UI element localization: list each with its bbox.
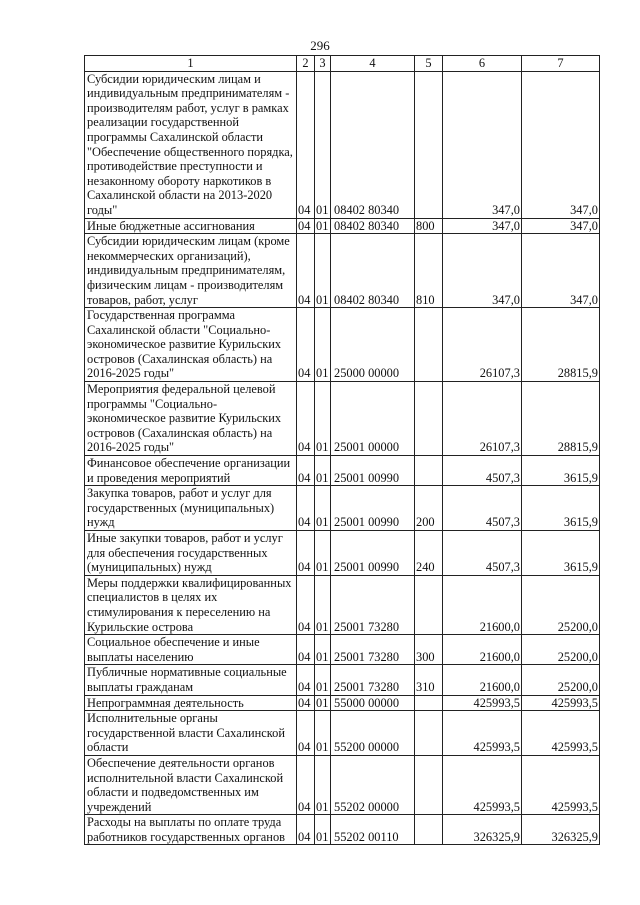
- row-description: Обеспечение деятельности органов исполнительной власти Сахалинской области и подведомственных им учреждений: [85, 755, 297, 814]
- row-amount-col6: 26107,3: [443, 382, 522, 456]
- row-section: 04: [297, 695, 315, 711]
- row-amount-col6: 21600,0: [443, 665, 522, 695]
- row-description: Расходы на выплаты по оплате труда работников государственных органов: [85, 815, 297, 845]
- table-row: [85, 665, 600, 695]
- row-description: Финансовое обеспечение организации и проведения мероприятий: [85, 456, 297, 486]
- row-expense-type: [415, 575, 443, 634]
- page-number: 296: [310, 38, 330, 53]
- row-section: 04: [297, 218, 315, 234]
- row-description: Закупка товаров, работ и услуг для государственных (муниципальных) нужд: [85, 486, 297, 531]
- row-amount-col7: 25200,0: [522, 635, 600, 665]
- row-section: 04: [297, 456, 315, 486]
- row-subsection: 01: [315, 234, 331, 308]
- row-target-code: 25001 73280: [331, 575, 415, 634]
- row-expense-type: 200: [415, 486, 443, 531]
- row-expense-type: 240: [415, 531, 443, 576]
- row-target-code: 08402 80340: [331, 218, 415, 234]
- row-expense-type: 800: [415, 218, 443, 234]
- row-description: Исполнительные органы государственной власти Сахалинской области: [85, 711, 297, 756]
- header-cell: 6: [443, 56, 522, 72]
- row-amount-col6: 4507,3: [443, 456, 522, 486]
- row-amount-col6: 425993,5: [443, 695, 522, 711]
- row-subsection: 01: [315, 575, 331, 634]
- row-target-code: 25001 00000: [331, 382, 415, 456]
- row-amount-col7: 28815,9: [522, 382, 600, 456]
- row-amount-col6: 425993,5: [443, 711, 522, 756]
- table-row: [85, 486, 600, 531]
- row-subsection: 01: [315, 486, 331, 531]
- row-amount-col7: 425993,5: [522, 695, 600, 711]
- row-amount-col6: 425993,5: [443, 755, 522, 814]
- header-row: [85, 56, 600, 72]
- row-amount-col7: 3615,9: [522, 486, 600, 531]
- row-subsection: 01: [315, 382, 331, 456]
- row-amount-col7: 25200,0: [522, 575, 600, 634]
- header-cell: 7: [522, 56, 600, 72]
- row-description: Меры поддержки квалифицированных специалистов в целях их стимулирования к переселению на Курильские острова: [85, 575, 297, 634]
- row-description: Непрограммная деятельность: [85, 695, 297, 711]
- row-section: 04: [297, 815, 315, 845]
- row-section: 04: [297, 382, 315, 456]
- row-expense-type: [415, 755, 443, 814]
- header-cell: 5: [415, 56, 443, 72]
- row-subsection: 01: [315, 218, 331, 234]
- row-amount-col7: 326325,9: [522, 815, 600, 845]
- table-row: [85, 711, 600, 756]
- row-amount-col7: 347,0: [522, 218, 600, 234]
- row-target-code: 55202 00000: [331, 755, 415, 814]
- row-description: Публичные нормативные социальные выплаты гражданам: [85, 665, 297, 695]
- row-amount-col7: 425993,5: [522, 711, 600, 756]
- row-target-code: 55202 00110: [331, 815, 415, 845]
- table-row: [85, 695, 600, 711]
- row-amount-col6: 21600,0: [443, 575, 522, 634]
- row-section: 04: [297, 308, 315, 382]
- header-cell: 2: [297, 56, 315, 72]
- row-expense-type: [415, 711, 443, 756]
- table-row: [85, 815, 600, 845]
- header-cell: 3: [315, 56, 331, 72]
- row-amount-col7: 347,0: [522, 71, 600, 218]
- row-description: Субсидии юридическим лицам и индивидуальным предпринимателям - производителям работ, услуг в рамках реализации государственной программы Сахалинской области "Обеспечение общественного порядка, противодействие преступности и незаконному обороту наркотиков в Сахалинской области на 2013-2020 годы": [85, 71, 297, 218]
- row-subsection: 01: [315, 308, 331, 382]
- row-expense-type: 310: [415, 665, 443, 695]
- row-target-code: 55000 00000: [331, 695, 415, 711]
- row-amount-col6: 4507,3: [443, 486, 522, 531]
- row-description: Социальное обеспечение и иные выплаты населению: [85, 635, 297, 665]
- table-row: [85, 71, 600, 218]
- row-target-code: 25001 73280: [331, 635, 415, 665]
- table-row: [85, 755, 600, 814]
- row-target-code: 08402 80340: [331, 71, 415, 218]
- row-target-code: 55200 00000: [331, 711, 415, 756]
- row-section: 04: [297, 575, 315, 634]
- table-row: [85, 382, 600, 456]
- row-expense-type: [415, 456, 443, 486]
- row-description: Государственная программа Сахалинской области "Социально-экономическое развитие Курильских островов (Сахалинская область) на 2016-2025 годы": [85, 308, 297, 382]
- row-target-code: 25001 00990: [331, 486, 415, 531]
- row-section: 04: [297, 486, 315, 531]
- row-target-code: 25001 73280: [331, 665, 415, 695]
- row-section: 04: [297, 531, 315, 576]
- row-subsection: 01: [315, 755, 331, 814]
- row-target-code: 25000 00000: [331, 308, 415, 382]
- row-amount-col6: 326325,9: [443, 815, 522, 845]
- row-section: 04: [297, 711, 315, 756]
- row-section: 04: [297, 635, 315, 665]
- row-amount-col7: 25200,0: [522, 665, 600, 695]
- row-target-code: 25001 00990: [331, 456, 415, 486]
- table-row: [85, 456, 600, 486]
- row-amount-col6: 347,0: [443, 234, 522, 308]
- row-expense-type: [415, 71, 443, 218]
- row-target-code: 08402 80340: [331, 234, 415, 308]
- row-amount-col7: 347,0: [522, 234, 600, 308]
- row-description: Субсидии юридическим лицам (кроме некоммерческих организаций), индивидуальным предпринимателям, физическим лицам - производителям товаров, работ, услуг: [85, 234, 297, 308]
- row-amount-col7: 3615,9: [522, 531, 600, 576]
- table-row: [85, 575, 600, 634]
- table-row: [85, 531, 600, 576]
- table-row: [85, 308, 600, 382]
- row-subsection: 01: [315, 531, 331, 576]
- row-description: Иные закупки товаров, работ и услуг для обеспечения государственных (муниципальных) нужд: [85, 531, 297, 576]
- row-amount-col7: 3615,9: [522, 456, 600, 486]
- row-expense-type: [415, 815, 443, 845]
- table-row: [85, 234, 600, 308]
- row-amount-col6: 4507,3: [443, 531, 522, 576]
- row-amount-col6: 347,0: [443, 71, 522, 218]
- row-description: Иные бюджетные ассигнования: [85, 218, 297, 234]
- row-expense-type: 300: [415, 635, 443, 665]
- header-cell: 1: [85, 56, 297, 72]
- row-expense-type: [415, 308, 443, 382]
- row-section: 04: [297, 234, 315, 308]
- table-row: [85, 635, 600, 665]
- row-subsection: 01: [315, 635, 331, 665]
- row-amount-col7: 28815,9: [522, 308, 600, 382]
- row-subsection: 01: [315, 711, 331, 756]
- header-cell: 4: [331, 56, 415, 72]
- row-amount-col7: 425993,5: [522, 755, 600, 814]
- row-expense-type: [415, 382, 443, 456]
- row-amount-col6: 26107,3: [443, 308, 522, 382]
- row-section: 04: [297, 755, 315, 814]
- row-subsection: 01: [315, 695, 331, 711]
- row-section: 04: [297, 665, 315, 695]
- budget-table: [84, 55, 600, 845]
- table-row: [85, 218, 600, 234]
- row-subsection: 01: [315, 71, 331, 218]
- row-amount-col6: 21600,0: [443, 635, 522, 665]
- row-subsection: 01: [315, 665, 331, 695]
- row-section: 04: [297, 71, 315, 218]
- row-subsection: 01: [315, 456, 331, 486]
- row-amount-col6: 347,0: [443, 218, 522, 234]
- row-description: Мероприятия федеральной целевой программы "Социально-экономическое развитие Курильских островов (Сахалинская область) на 2016-2025 годы": [85, 382, 297, 456]
- row-subsection: 01: [315, 815, 331, 845]
- row-target-code: 25001 00990: [331, 531, 415, 576]
- row-expense-type: 810: [415, 234, 443, 308]
- row-expense-type: [415, 695, 443, 711]
